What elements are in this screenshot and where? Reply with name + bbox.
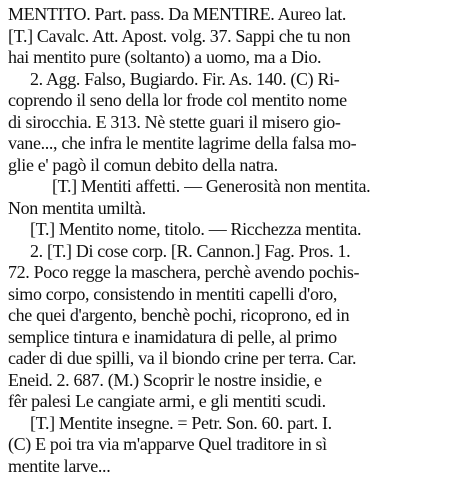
- entry-line-6: di sirocchia. E 313. Nè stette guari il misero gio-: [8, 112, 466, 134]
- entry-line-19: fêr palesi Le cangiate armi, e gli mentiti scudi.: [8, 391, 466, 413]
- entry-line-12: 2. [T.] Di cose corp. [R. Cannon.] Fag. Pros. 1.: [8, 241, 466, 263]
- entry-line-17: cader di due spilli, va il biondo crine per terra. Car.: [8, 348, 466, 370]
- entry-line-20: [T.] Mentite insegne. = Petr. Son. 60. part. I.: [8, 413, 466, 435]
- entry-line-15: che quei d'argento, benchè pochi, ricoprono, ed in: [8, 305, 466, 327]
- entry-line-13: 72. Poco regge la maschera, perchè avendo pochis-: [8, 262, 466, 284]
- entry-line-14: simo corpo, consistendo in mentiti capelli d'oro,: [8, 284, 466, 306]
- entry-line-21: (C) E poi tra via m'apparve Quel traditore in sì: [8, 434, 466, 456]
- entry-line-22: mentite larve...: [8, 456, 466, 477]
- entry-line-10: Non mentita umiltà.: [8, 198, 466, 220]
- entry-line-2: [T.] Cavalc. Att. Apost. volg. 37. Sappi che tu non: [8, 26, 466, 48]
- entry-line-16: semplice tintura e inamidatura di pelle, al primo: [8, 327, 466, 349]
- entry-line-3: hai mentito pure (soltanto) a uomo, ma a Dio.: [8, 47, 466, 69]
- entry-line-11: [T.] Mentito nome, titolo. — Ricchezza mentita.: [8, 219, 466, 241]
- entry-line-7: vane..., che infra le mentite lagrime della falsa mo-: [8, 133, 466, 155]
- entry-line-1: MENTITO. Part. pass. Da MENTIRE. Aureo lat.: [8, 4, 466, 26]
- entry-line-5: coprendo il seno della lor frode col mentito nome: [8, 90, 466, 112]
- entry-line-4: 2. Agg. Falso, Bugiardo. Fir. As. 140. (C) Ri-: [8, 69, 466, 91]
- entry-line-8: glie e' pagò il comun debito della natra.: [8, 155, 466, 177]
- entry-line-18: Eneid. 2. 687. (M.) Scoprir le nostre insidie, e: [8, 370, 466, 392]
- entry-line-9: [T.] Mentiti affetti. — Generosità non mentita.: [8, 176, 466, 198]
